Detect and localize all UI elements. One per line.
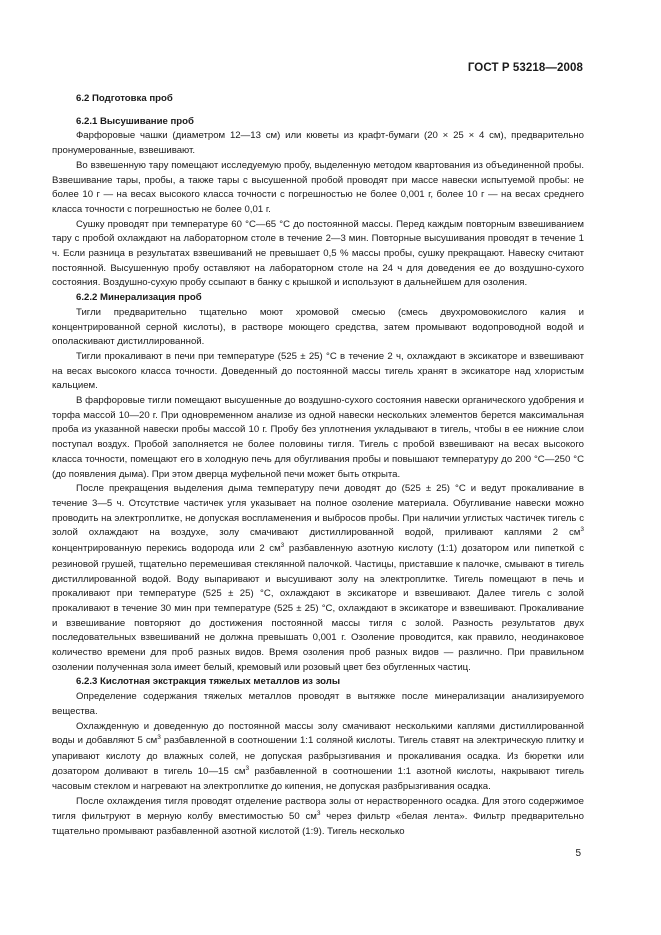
document-header: ГОСТ Р 53218—2008 <box>467 62 583 74</box>
text-run: разбавленную азотную кислоту (1:1) дозатором или пипеткой с резиновой грушей, тщательно перемешивая стеклянной палочкой. Частицы, приставшие к палочке, смывают в тигель дистиллированной водой. Воду выпаривают и высушивают золу на электроплитке. Тигель помещают в печь и прокаливают при температуре (525 ± 25) °С, охлаждают в эксикаторе и взвешивают. Далее тигель с золой прокаливают в течение 30 мин при температуре (525 ± 25) °С, охлаждают в эксикаторе и взвешивают. Прокаливание и взвешивание повторяют до достижения постоянной массы тигля с золой. Разность результатов двух последовательных взвешиваний не должна превышать 0,001 г. Озоление проводится, как правило, неодинаковое количество времени для проб разных видов. Время озоления проб разных видов — различно. При правильном озолении полученная зола имеет белый, кремовый или розовый цвет без обугленных частиц. <box>52 543 585 673</box>
text-run: через фильтр «белая лента». Фильтр предварительно тщательно промывают разбавленной азотной кислотой (1:9). Тигель несколько <box>52 810 584 838</box>
paragraph <box>52 482 584 675</box>
text-run: После прекращения выделения дыма температуру печи доводят до (525 ± 25) °С и ведут прокаливание в течение 3—5 ч. Отсутствие частичек угля указывает на полное озоление материала. Обугливание навески можно проводить на электроплитке, не допуская воспламенения и выбросов пробы. При наличии углистых частичек тигель с золой охлаждают на воздухе, золу смачивают дистиллированной водой, приливают каплями 2 см <box>52 483 584 539</box>
superscript: 3 <box>157 734 161 742</box>
superscript: 3 <box>280 542 285 550</box>
page-number: 5 <box>575 848 581 859</box>
text-run: концентрированную перекись водорода или 2 см <box>52 543 281 555</box>
text-run: Охлажденную и доведенную до постоянной массы золу смачивают несколькими каплями дистиллированной воды и добавляют 5 см <box>52 720 584 747</box>
text-run: разбавленной в соотношении 1:1 соляной кислоты. Тигель ставят на электрическую плитку и упаривают кислоту до влажных солей, не допуская разбрызгивания и прокаливания осадка. Из бюретки или дозатором доливают в тигель 10—15 см <box>52 735 584 777</box>
paragraph: Тигли прокаливают в печи при температуре (525 ± 25) °С в течение 2 ч, охлаждают в эксикаторе и взвешивают на весах высокого класса точности. Доведенный до постоянной массы тигель хранят в эксикаторе над хлористым кальцием. <box>52 350 584 392</box>
document-body <box>52 92 584 840</box>
text-run: После охлаждения тигля проводят отделение раствора золы от нерастворенного осадка. Для этого содержимое тигля фильтруют в мерную колбу вместимостью 50 см <box>52 796 584 822</box>
paragraph <box>52 720 584 796</box>
superscript: 3 <box>316 809 321 817</box>
paragraph: Сушку проводят при температуре 60 °С—65 °С до постоянной массы. Перед каждым повторным взвешиванием тару с пробой охлаждают на лабораторном столе в течение 2—3 мин. Повторные высушивания проводят в течение 1 ч. Если разница в результатах взвешиваний не превышает 0,5 % массы пробы, сушку прекращают. Навеску считают постоянной. Высушенную пробу оставляют на лабораторном столе на 24 ч для доведения ее до воздушно-сухого состояния. Воздушно-сухую пробу ссыпают в банку с крышкой и используют в дальнейшем для озоления. <box>52 218 584 289</box>
superscript: 3 <box>245 764 250 772</box>
paragraph: Определение содержания тяжелых металлов проводят в вытяжке после минерализации анализируемого вещества. <box>52 691 584 717</box>
paragraph: Фарфоровые чашки (диаметром 12—13 см) или кюветы из крафт-бумаги (20 × 25 × 4 см), предварительно пронумерованные, взвешивают. <box>52 130 584 157</box>
section-heading-6-2-2: 6.2.2 Минерализация проб <box>76 292 202 304</box>
paragraph: Во взвешенную тару помещают исследуемую пробу, выделенную методом квартования из объединенной пробы. Взвешивание тары, пробы, а также тары с высушенной пробой проводят при массе навески испытуемой пробы: не более 10 г — на весах высокого класса точности с погрешностью не более 0,001 г, более 10 г — на весах среднего класса точности с погрешностью не более 0,01 г. <box>52 159 584 215</box>
section-heading-6-2: 6.2 Подготовка проб <box>76 93 173 104</box>
section-heading-6-2-1: 6.2.1 Высушивание проб <box>76 115 194 127</box>
text-run: разбавленной в соотношении 1:1 азотной кислоты, накрывают тигель часовым стеклом и нагревают на электроплитке до кипения, не допуская разбрызгивания осадка. <box>52 765 584 793</box>
superscript: 3 <box>580 526 584 534</box>
paragraph: Тигли предварительно тщательно моют хромовой смесью (смесь двухромовокислого калия и концентрированной серной кислоты), в растворе моющего средства, затем промывают водопроводной водой и ополаскивают дистиллированной. <box>52 306 584 348</box>
paragraph: В фарфоровые тигли помещают высушенные до воздушно-сухого состояния навески органического удобрения и торфа массой 10—20 г. При одновременном анализе из одной навески нескольких элементов берется максимальная проба из указанной навески пробы массой 10 г. Пробу без уплотнения укладывают в тигель, чтобы в ее нижние слои поступал воздух. Пробой заполняется не более половины тигля. Тигель с пробой взвешивают на весах высокого класса точности, помещают его в холодную печь для обугливания пробы и повышают температуру до 200 °С—250 °С (до появления дыма). При этом дверца муфельной печи может быть открыта. <box>52 395 584 480</box>
paragraph <box>52 795 584 840</box>
section-heading-6-2-3: 6.2.3 Кислотная экстракция тяжелых металлов из золы <box>76 676 341 688</box>
